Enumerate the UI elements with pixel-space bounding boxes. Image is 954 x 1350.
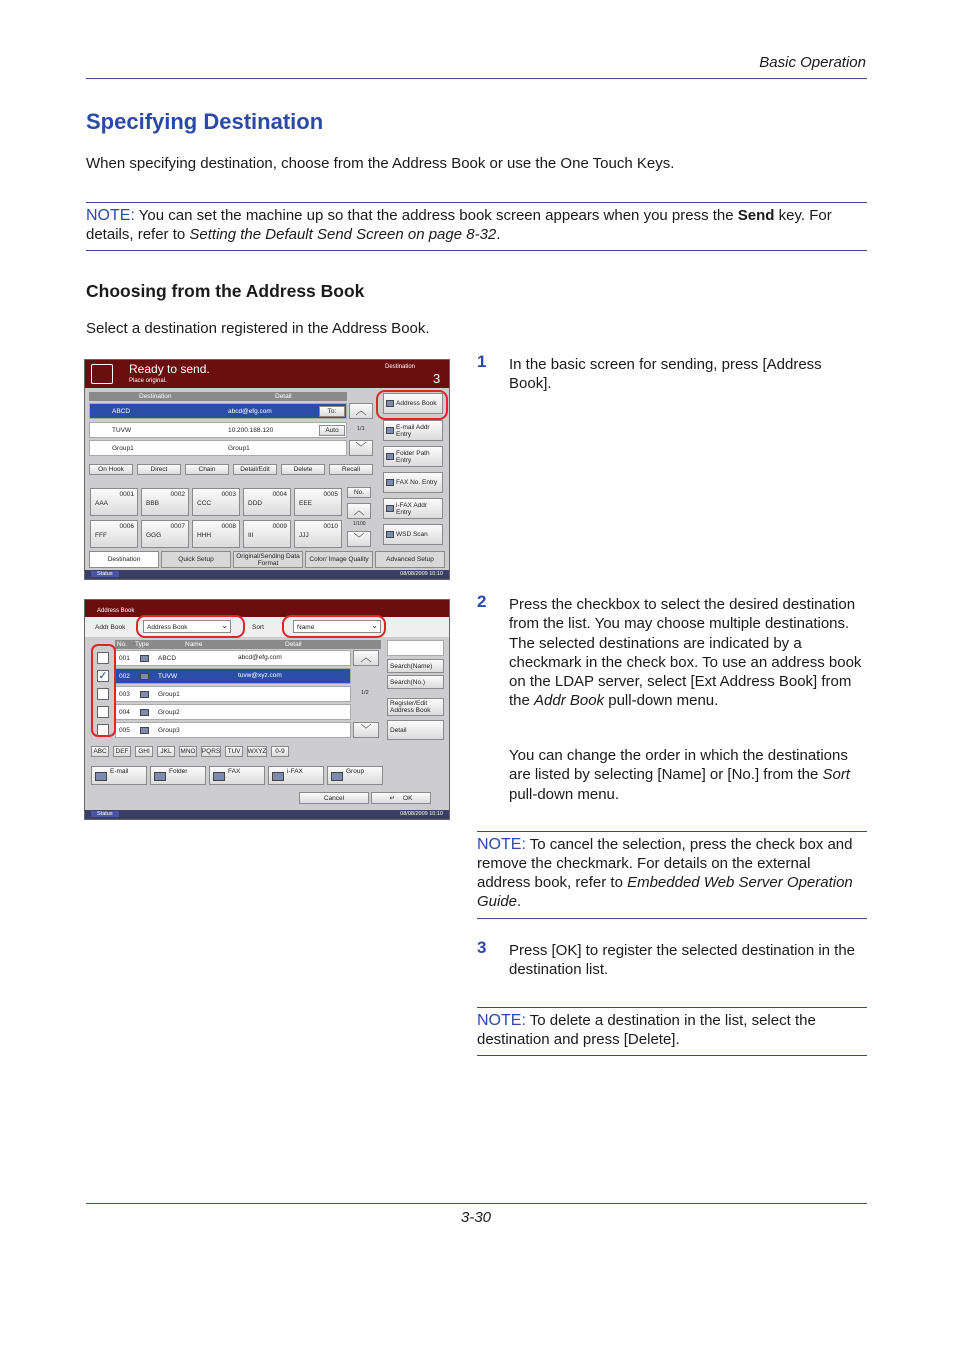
side-button[interactable]: Search(No.) (387, 675, 444, 689)
filter-type-icon (331, 772, 343, 781)
scroll-up-button[interactable]: ︿ (349, 403, 373, 419)
address-row[interactable] (115, 722, 351, 738)
filter-type-icon (95, 772, 107, 781)
note1 (86, 206, 867, 244)
screen2-title: Address Book (97, 608, 135, 614)
side-button-label: FAX No. Entry (396, 479, 438, 486)
dest-name: Group1 (112, 445, 134, 452)
key-number: 0010 (323, 523, 338, 530)
tab-1[interactable]: Destination (89, 551, 159, 568)
note1-text: You can set the machine up so that the address book screen appears when you press the (134, 207, 738, 224)
tab-5[interactable]: Advanced Setup (375, 551, 445, 568)
checkbox-highlight (91, 644, 116, 737)
key-number: 0003 (221, 491, 236, 498)
action-button[interactable]: Chain (185, 464, 229, 475)
filter-toggle[interactable] (268, 766, 324, 785)
filter-type-icon (154, 772, 166, 781)
sort-value: Name (297, 624, 315, 631)
page-title: Specifying Destination (86, 109, 324, 134)
tab-4[interactable]: Color/ Image Quality (305, 551, 373, 568)
running-header: Basic Operation (759, 54, 866, 71)
key-number: 0008 (221, 523, 236, 530)
address-row[interactable] (115, 704, 351, 720)
note2-text: To cancel the selection, press the check box and remove the checkmark. For details on the external address book, refer to (477, 836, 853, 891)
note3-top-rule (477, 1007, 867, 1008)
destination-type-icon (140, 691, 149, 698)
step2-text-d: pull-down menu. (509, 785, 620, 803)
side-button-label: Folder Path Entry (396, 449, 430, 464)
statusbar (85, 810, 449, 819)
col-name: Name (185, 641, 203, 648)
ok-label: OK (403, 794, 413, 802)
datetime: 08/08/2009 10:10 (400, 571, 443, 577)
destination-type-icon (386, 427, 394, 434)
dest-name: ABCD (112, 408, 131, 415)
page-number: 3-30 (461, 1209, 492, 1226)
note1-bottom-rule (86, 250, 867, 251)
filter-label: Folder (169, 768, 188, 775)
alpha-index-button[interactable]: TUV (225, 746, 243, 757)
section-intro: Select a destination registered in the Address Book. (86, 320, 430, 337)
one-touch-key[interactable] (294, 520, 342, 548)
one-touch-key[interactable] (141, 488, 189, 516)
ready-text: Ready to send. (129, 362, 210, 376)
filter-toggle[interactable] (150, 766, 206, 785)
filter-toggle[interactable] (327, 766, 383, 785)
filter-type-icon (213, 772, 225, 781)
filter-toggle[interactable] (91, 766, 147, 785)
statusbar (85, 570, 449, 579)
ok-button[interactable] (371, 792, 431, 804)
side-button[interactable] (383, 420, 443, 441)
no-button[interactable]: No. (347, 487, 371, 498)
row-name: TUVW (158, 673, 178, 680)
step-text: Press [OK] to register the selected destination in the destination list. (509, 942, 856, 979)
tab-3[interactable]: Original/Sending Data Format (233, 551, 303, 568)
dest-name: TUVW (112, 427, 132, 434)
key-name: CCC (197, 500, 212, 507)
dropdown-chevron-icon: ⌄ (371, 621, 378, 630)
note3-label: NOTE: (477, 1012, 526, 1029)
keys-page: 1/100 (353, 521, 366, 527)
dest-list-header (89, 392, 347, 401)
dest-label: Destination (385, 364, 416, 370)
row-number: 001 (119, 655, 130, 662)
note1-bold: Send (737, 207, 775, 224)
addr-book-label: Addr Book (95, 624, 126, 631)
note1-end: . (496, 226, 501, 243)
filter-label: i-FAX (287, 768, 303, 775)
destination-type-icon (140, 709, 149, 716)
step-text: In the basic screen for sending, press [Address Book]. (509, 356, 822, 393)
col-detail: Detail (285, 641, 302, 648)
step-number: 3 (477, 938, 487, 957)
note2 (477, 835, 867, 911)
side-button[interactable] (383, 472, 443, 493)
dest-row[interactable] (89, 440, 347, 456)
checkbox-checked[interactable]: ✓ (98, 670, 108, 682)
step-text (509, 746, 867, 804)
datetime: 08/08/2009 10:10 (400, 811, 443, 817)
note1-label: NOTE: (86, 207, 135, 224)
side-button-label: i-FAX Addr Entry (396, 501, 428, 516)
keys-up-button[interactable]: ︿ (347, 503, 371, 519)
row-name: Group2 (158, 709, 180, 716)
key-name: JJJ (299, 532, 309, 539)
dest-detail: 10.200.188.120 (228, 427, 274, 434)
row-number: 004 (119, 709, 130, 716)
status-button[interactable]: Status (91, 811, 119, 817)
dest-detail: abcd@efg.com (228, 408, 272, 415)
sort-label: Sort (252, 624, 264, 631)
col-detail: Detail (275, 393, 292, 400)
list-header (115, 640, 381, 649)
status-button[interactable]: Status (91, 571, 119, 577)
scroll-down-button[interactable]: ﹀ (349, 440, 373, 456)
one-touch-key[interactable] (192, 488, 240, 516)
address-row[interactable] (115, 686, 351, 702)
dest-row[interactable] (89, 403, 347, 419)
key-number: 0005 (323, 491, 338, 498)
key-number: 0007 (170, 523, 185, 530)
sort-highlight (282, 615, 386, 638)
step2-italic: Addr Book (534, 692, 605, 710)
alpha-index-button[interactable]: ABC (91, 746, 109, 757)
step-number: 2 (477, 592, 487, 611)
keys-down-button[interactable]: ﹀ (347, 531, 371, 547)
one-touch-key[interactable] (192, 520, 240, 548)
note1-link: Setting the Default Send Screen on page 8-32 (189, 226, 497, 243)
one-touch-key[interactable] (294, 488, 342, 516)
side-button[interactable]: Register/Edit Address Book (387, 698, 444, 716)
side-button-label: Address Book (396, 400, 437, 407)
side-button[interactable]: Detail (387, 720, 444, 740)
col-no: No. (117, 641, 128, 648)
cancel-button[interactable]: Cancel (299, 792, 369, 804)
search-result-box (387, 640, 444, 656)
scroll-down-button[interactable]: ﹀ (353, 722, 379, 738)
key-name: AAA (95, 500, 109, 507)
destination-type-icon (386, 531, 394, 538)
one-touch-key[interactable] (243, 488, 291, 516)
address-book-screen-image (84, 599, 450, 820)
row-number: 005 (119, 727, 130, 734)
send-icon (91, 364, 113, 384)
step2-text-a: Press the checkbox to select the desired destination from the list. You may choose multiple destinations. The selected destinations are indicated by a checkmark in the check box. To use an address book on the LDAP server, select [Ext Address Book] from the (509, 596, 862, 710)
side-button[interactable] (383, 524, 443, 545)
side-button-label: WSD Scan (396, 531, 428, 538)
destination-type-icon (140, 673, 149, 680)
alpha-index-button[interactable]: WXYZ (247, 748, 267, 755)
section-title: Choosing from the Address Book (86, 281, 365, 301)
step2-text-b: pull-down menu. (604, 692, 719, 710)
note2-top-rule (477, 831, 867, 832)
row-number: 003 (119, 691, 130, 698)
screen2-topbar (85, 600, 449, 617)
step-number: 1 (477, 352, 487, 371)
screen1-topbar (85, 360, 449, 388)
note2-label: NOTE: (477, 836, 526, 853)
alpha-index-button[interactable]: PQRS (201, 748, 221, 755)
addr-book-highlight (136, 615, 245, 638)
dest-tag[interactable]: Auto (319, 425, 345, 436)
col-destination: Destination (139, 393, 172, 400)
row-number: 002 (119, 673, 130, 680)
destination-type-icon (140, 655, 149, 662)
note2-end: . (517, 893, 522, 910)
key-number: 0002 (170, 491, 185, 498)
address-book-highlight (376, 390, 448, 420)
filter-label: Group (346, 768, 365, 775)
key-number: 0004 (272, 491, 287, 498)
dest-detail: Group1 (228, 445, 250, 452)
key-name: FFF (95, 532, 107, 539)
place-text: Place original. (129, 378, 167, 384)
key-name: HHH (197, 532, 212, 539)
note1-top-rule (86, 202, 867, 203)
side-button[interactable]: Search(Name) (387, 659, 444, 673)
dest-row[interactable] (89, 422, 347, 438)
one-touch-key[interactable] (90, 488, 138, 516)
dest-tag[interactable]: To: (319, 406, 345, 417)
filter-label: FAX (228, 768, 241, 775)
note3-bottom-rule (477, 1055, 867, 1056)
key-number: 0006 (119, 523, 134, 530)
footer-rule (86, 1203, 867, 1204)
destination-type-icon (386, 453, 394, 460)
addr-book-value: Address Book (147, 624, 188, 631)
step2-text-c: You can change the order in which the destinations are listed by selecting [Name] or [No.] from the (509, 747, 848, 784)
alpha-index-button[interactable]: DEF (113, 746, 131, 757)
scroll-up-button[interactable]: ︿ (353, 650, 379, 666)
row-name: Group1 (158, 691, 180, 698)
note2-bottom-rule (477, 918, 867, 919)
filter-toggle[interactable] (209, 766, 265, 785)
alpha-index-button[interactable]: JKL (157, 746, 175, 757)
key-number: 0009 (272, 523, 287, 530)
filter-type-icon (272, 772, 284, 781)
row-name: ABCD (158, 655, 177, 662)
key-name: GGG (146, 532, 162, 539)
one-touch-key[interactable] (243, 520, 291, 548)
row-name: Group3 (158, 727, 180, 734)
key-name: III (248, 532, 254, 539)
destination-type-icon (386, 505, 394, 512)
row-detail: tuvw@xyz.com (238, 672, 282, 679)
action-button[interactable]: On Hook (89, 464, 133, 475)
action-button[interactable]: Direct (137, 464, 181, 475)
alpha-index-button[interactable]: GHI (135, 746, 153, 757)
key-name: EEE (299, 500, 313, 507)
alpha-index-button[interactable]: 0-9 (271, 746, 289, 757)
intro-text: When specifying destination, choose from the Address Book or use the One Touch Keys. (86, 155, 675, 172)
list-page: 1/2 (361, 690, 369, 696)
one-touch-key[interactable] (141, 520, 189, 548)
one-touch-key[interactable] (90, 520, 138, 548)
destination-type-icon (386, 479, 394, 486)
note1-text2: key. For details, refer to (86, 207, 832, 243)
action-button[interactable]: Delete (281, 464, 325, 475)
side-button[interactable] (383, 446, 443, 467)
action-button[interactable]: Recall (329, 464, 373, 475)
address-row[interactable] (115, 668, 351, 684)
step2-italic2: Sort (822, 766, 850, 784)
key-number: 0001 (119, 491, 134, 498)
enter-icon: ↵ (389, 794, 396, 802)
note2-link: Embedded Web Server Operation Guide (477, 874, 853, 910)
side-button-label: E-mail Addr Entry (396, 423, 430, 438)
note3-text: To delete a destination in the list, select the destination and press [Delete]. (477, 1012, 816, 1048)
key-name: DDD (248, 500, 263, 507)
dest-count: 3 (433, 371, 441, 386)
col-type: Type (135, 641, 150, 648)
note3 (477, 1011, 867, 1049)
filter-label: E-mail (110, 768, 129, 775)
side-button[interactable] (383, 498, 443, 519)
row-detail: abcd@efg.com (238, 654, 282, 661)
key-name: BBB (146, 500, 160, 507)
destination-type-icon (140, 727, 149, 734)
address-row[interactable] (115, 650, 351, 666)
alpha-index-button[interactable]: MNO (180, 748, 196, 755)
action-button[interactable]: Detail/Edit (233, 464, 277, 475)
dropdown-chevron-icon: ⌄ (221, 621, 228, 630)
send-screen-image (84, 359, 450, 580)
header-rule (86, 78, 867, 79)
tab-2[interactable]: Quick Setup (161, 551, 231, 568)
dest-page: 1/1 (357, 426, 365, 432)
step-text (509, 595, 867, 711)
